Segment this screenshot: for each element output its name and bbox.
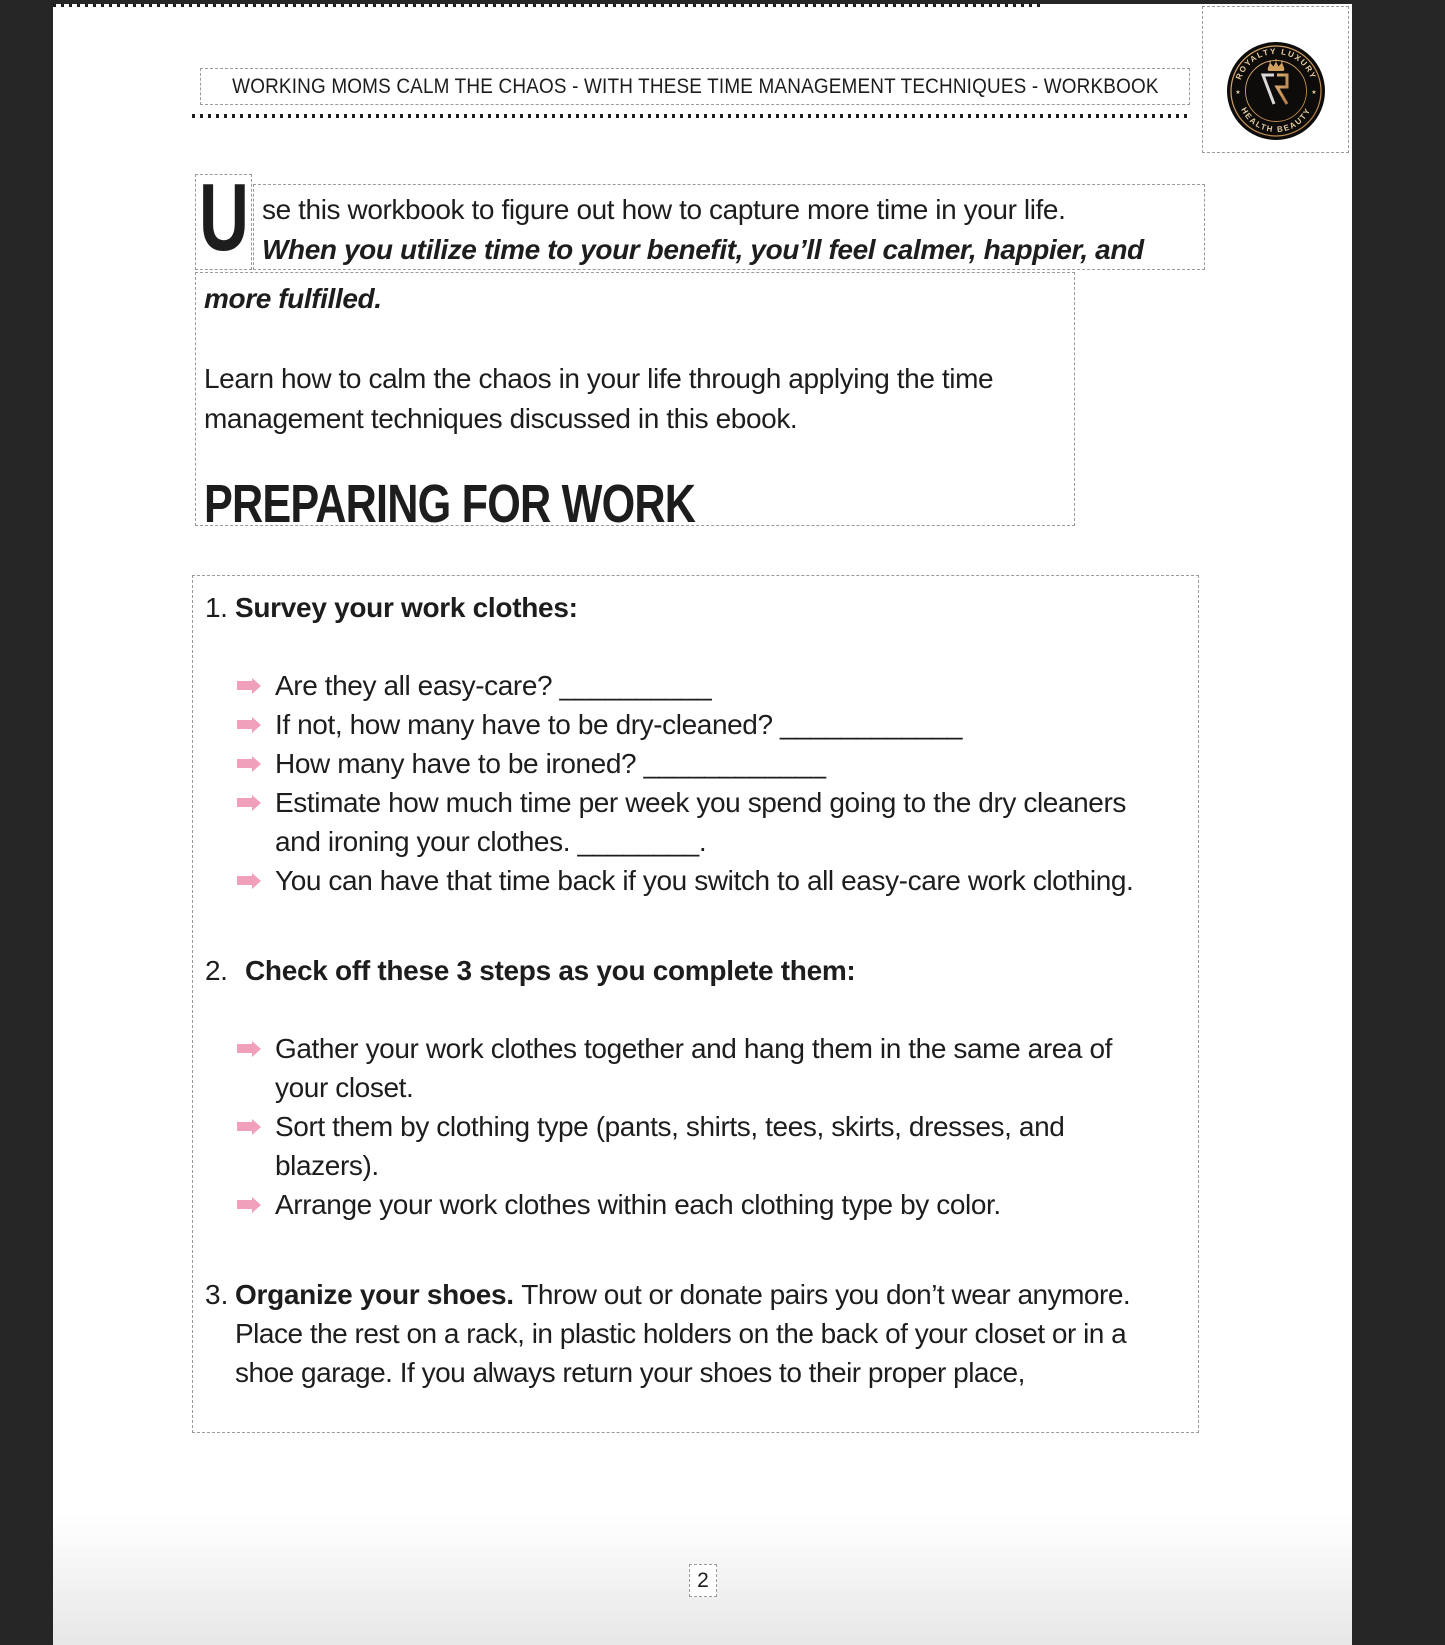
bullet-row [233, 861, 1184, 900]
bullet-row [233, 783, 1184, 861]
dropcap-box [195, 174, 252, 270]
arrow-bullet-icon [233, 783, 275, 861]
bullet-row [233, 1029, 1184, 1107]
arrow-bullet-icon [233, 861, 275, 900]
item-heading-row [205, 588, 1184, 627]
logo-top-text: ROYALTY LUXURY [1233, 46, 1318, 81]
item-heading: Survey your work clothes: [235, 592, 578, 623]
item-number: 2. [205, 955, 228, 986]
item-number: 1. [205, 592, 228, 623]
document-page [53, 4, 1352, 1645]
arrow-bullet-icon [233, 666, 275, 705]
bullet-text: Sort them by clothing type (pants, shirts, tees, skirts, dresses, and blazers). [275, 1111, 1065, 1181]
star-icon-right: ★ [1310, 90, 1317, 96]
bullet-text: Arrange your work clothes within each clothing type by color. [275, 1189, 1001, 1220]
bullet-row [233, 666, 1184, 705]
list-item-2 [205, 951, 1184, 1224]
section-heading: PREPARING FOR WORK [204, 474, 696, 534]
item-body-text: Throw out or donate pairs you don’t wear anymore. Place the rest on a rack, in plastic holders on the back of your closet or in a shoe garage. If you always return your shoes to their proper place, [235, 1279, 1131, 1388]
bullet-row [233, 1185, 1184, 1224]
bullet-text: You can have that time back if you switch to all easy-care work clothing. [275, 865, 1134, 896]
item-heading-row [205, 951, 1184, 990]
page-number-box [689, 1564, 717, 1597]
header-divider-dotted [192, 114, 1191, 118]
intro-emphasis-line: When you utilize time to your benefit, you’ll feel calmer, happier, and [262, 234, 1144, 265]
item-paragraph [235, 1275, 1165, 1392]
arrow-bullet-icon [233, 1107, 275, 1185]
bullet-text: Estimate how much time per week you spend going to the dry cleaners and ironing your clothes. ________. [275, 787, 1126, 857]
arrow-bullet-icon [233, 705, 275, 744]
logo-bottom-text: HEALTH BEAUTY [1238, 105, 1313, 135]
dropcap-letter: U [199, 174, 249, 270]
item-number: 3. [205, 1279, 229, 1310]
list-item-3 [205, 1275, 1184, 1392]
crown-icon [1267, 59, 1284, 71]
header-title-box [200, 68, 1190, 105]
bullet-text: Gather your work clothes together and hang them in the same area of your closet. [275, 1033, 1113, 1103]
intro-box [253, 184, 1205, 270]
worklist-box [192, 575, 1199, 1433]
intro-line: se this workbook to figure out how to capture more time in your life. [262, 194, 1066, 225]
bullet-row [233, 1107, 1184, 1185]
logo-box [1202, 6, 1349, 153]
arrow-bullet-icon [233, 1029, 275, 1107]
bullet-list [233, 666, 1184, 900]
item-heading: Check off these 3 steps as you complete them: [245, 955, 856, 986]
arrow-bullet-icon [233, 744, 275, 783]
arrow-bullet-icon [233, 1185, 275, 1224]
page-number: 2 [697, 1568, 709, 1592]
bullet-text: If not, how many have to be dry-cleaned? ____________ [275, 709, 963, 740]
item-heading-inline: Organize your shoes. [235, 1279, 522, 1310]
intro-continuation-box [195, 272, 1075, 534]
list-item-1 [205, 588, 1184, 900]
brand-logo [1226, 41, 1326, 141]
intro-emphasis-end: more fulfilled. [204, 283, 382, 314]
header-title: WORKING MOMS CALM THE CHAOS - WITH THESE TIME MANAGEMENT TECHNIQUES - WORKBOOK [231, 74, 1159, 98]
footer-divider-dotted [53, 4, 1041, 7]
bullet-list [233, 1029, 1184, 1224]
intro-paragraph: Learn how to calm the chaos in your life through applying the time management techniques discussed in this ebook. [204, 363, 994, 434]
bullet-text: Are they all easy-care? __________ [275, 670, 712, 701]
bullet-row [233, 744, 1184, 783]
bullet-text: How many have to be ironed? ____________ [275, 748, 826, 779]
bullet-row [233, 705, 1184, 744]
star-icon-left: ★ [1234, 90, 1241, 96]
